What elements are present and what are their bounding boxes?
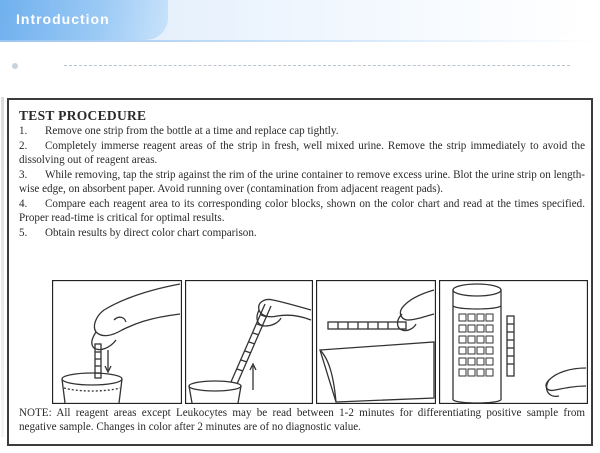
section-tab [0,0,168,40]
step-text: Compare each reagent area to its corresponding color blocks, shown on the color chart and read at the times specified. Proper read-time is critical for optimal results. [19,197,585,224]
step-text: While removing, tap the strip against the rim of the urine container to remove excess urine. Blot the urine strip on length-wise edge, on absorbent paper. Avoid running over (contamination from adjacent reagent pads). [19,168,585,195]
bullet-dot [12,63,18,69]
header-background [150,0,590,40]
procedure-steps [19,124,585,240]
step-1 [19,124,585,139]
step-text: Completely immerse reagent areas of the strip in fresh, well mixed urine. Remove the strip immediately to avoid the dissolving out of reagent areas. [19,139,585,166]
procedure-document [7,98,593,446]
step-number: 3. [19,168,28,181]
illustration-remove-strip [185,280,313,404]
step-4 [19,197,585,226]
step-3 [19,168,585,197]
step-number: 5. [19,226,28,239]
step-5 [19,226,585,241]
diagnostic-note: NOTE: All reagent areas except Leukocytes may be read between 1-2 minutes for differentiating positive sample from negative sample. Changes in color after 2 minutes are of no diagnostic value. [19,407,585,433]
illustration-blot-strip [316,280,436,404]
illustration-compare-color-chart [439,280,588,404]
step-text: Obtain results by direct color chart comparison. [45,226,257,239]
illustration-strip [52,280,588,404]
section-title: Introduction [16,11,110,27]
step-number: 4. [19,197,28,210]
procedure-heading: TEST PROCEDURE [19,108,147,123]
dashed-separator [64,65,570,66]
illustration-immerse-strip [52,280,182,404]
step-number: 2. [19,139,28,152]
step-text: Remove one strip from the bottle at a time and replace cap tightly. [45,125,339,137]
step-number: 1. [19,125,28,137]
step-2 [19,139,585,168]
header-divider [0,40,600,42]
